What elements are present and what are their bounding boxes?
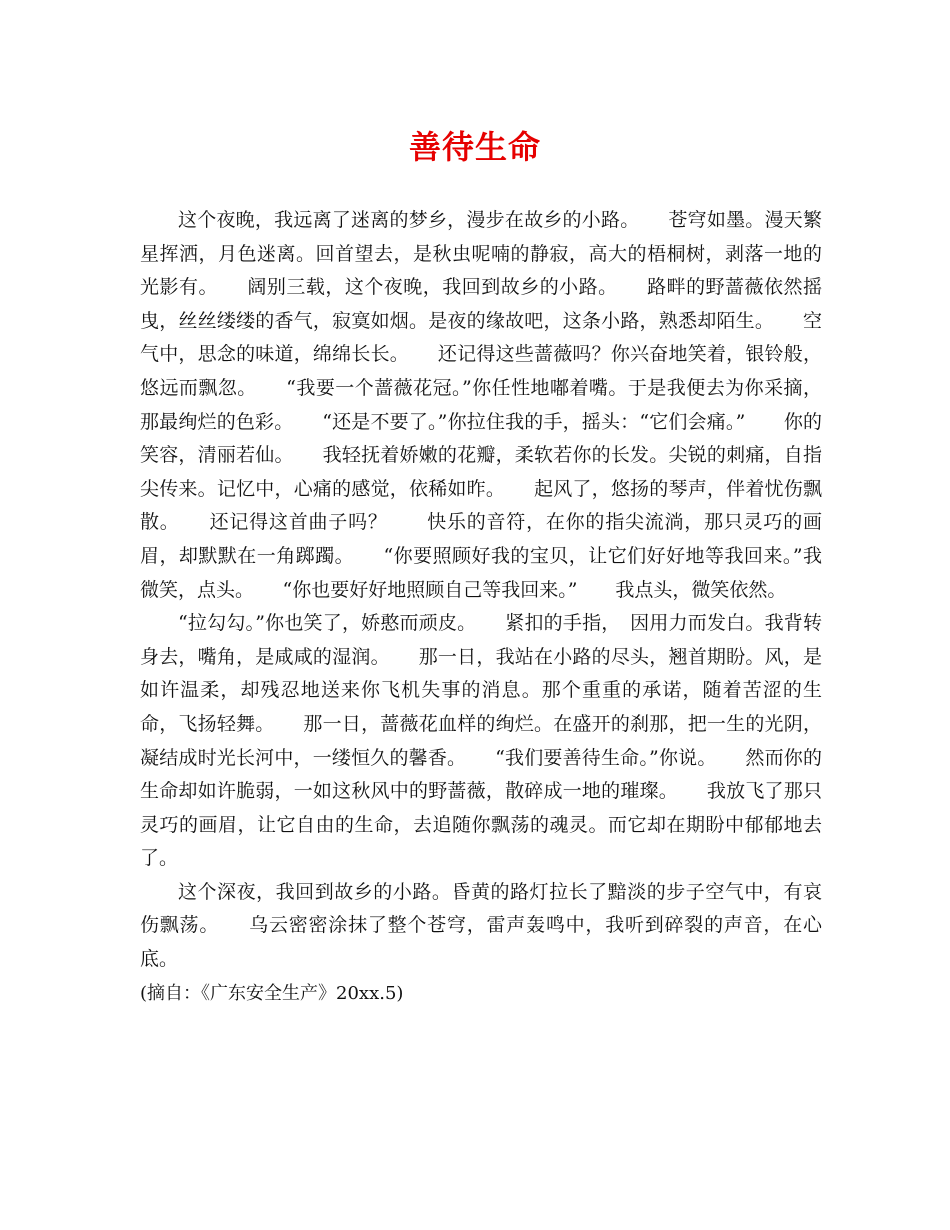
source-citation: (摘自：《广东安全生产》20xx.5) [140,982,404,1004]
paragraph-3: 这个深夜，我回到故乡的小路。昏黄的路灯拉长了黯淡的步子空气中，有哀伤飘荡。 乌云密密涂抹了整个苍穹，雷声轰鸣中，我听到碎裂的声音，在心底。 [140,880,822,971]
paragraph-2: “拉勾勾。”你也笑了，娇憨而顽皮。 紧扣的手指， 因用力而发白。我背转身去，嘴角，是咸咸的湿润。 那一日，我站在小路的尽头，翘首期盼。风，是如许温柔，却残忍地送来你飞机失事的消息。那个重重的承诺，随着苦涩的生命，飞扬轻舞。 那一日，蔷薇花血样的绚烂。在盛开的刹那，把一生的光阴，凝结成时光长河中，一缕恒久的馨香。 “我们要善待生命。”你说。 然而你的生命却如许脆弱，一如这秋风中的野蔷薇，散碎成一地的璀璨。 我放飞了那只灵巧的画眉，让它自由的生命，去追随你飘荡的魂灵。而它却在期盼中郁郁地去了。 [140,612,822,870]
page-title: 善待生命 [408,128,541,166]
paragraph-1: 这个夜晚，我远离了迷离的梦乡，漫步在故乡的小路。 苍穹如墨。漫天繁星挥洒，月色迷离。回首望去，是秋虫呢喃的静寂，高大的梧桐树，剥落一地的光影有。 阔别三载，这个夜晚，我回到故乡的小路。 路畔的野蔷薇依然摇曳，丝丝缕缕的香气，寂寞如烟。是夜的缘故吧，这条小路，熟悉却陌生。 空气中，思念的味道，绵绵长长。 还记得这些蔷薇吗？你兴奋地笑着，银铃般，悠远而飘忽。 “我要一个蔷薇花冠。”你任性地嘟着嘴。于是我便去为你采摘，那最绚烂的色彩。 “还是不要了。”你拉住我的手，摇头：“它们会痛。” 你的笑容，清丽若仙。 我轻抚着娇嫩的花瓣，柔软若你的长发。尖锐的刺痛，自指尖传来。记忆中，心痛的感觉，依稀如昨。 起风了，悠扬的琴声，伴着忧伤飘散。 还记得这首曲子吗？ 快乐的音符，在你的指尖流淌，那只灵巧的画眉，却默默在一角踯躅。 “你要照顾好我的宝贝，让它们好好地等我回来。”我微笑，点头。 “你也要好好地照顾自己等我回来。” 我点头，微笑依然。 [140,209,822,601]
article-body [140,204,822,1010]
